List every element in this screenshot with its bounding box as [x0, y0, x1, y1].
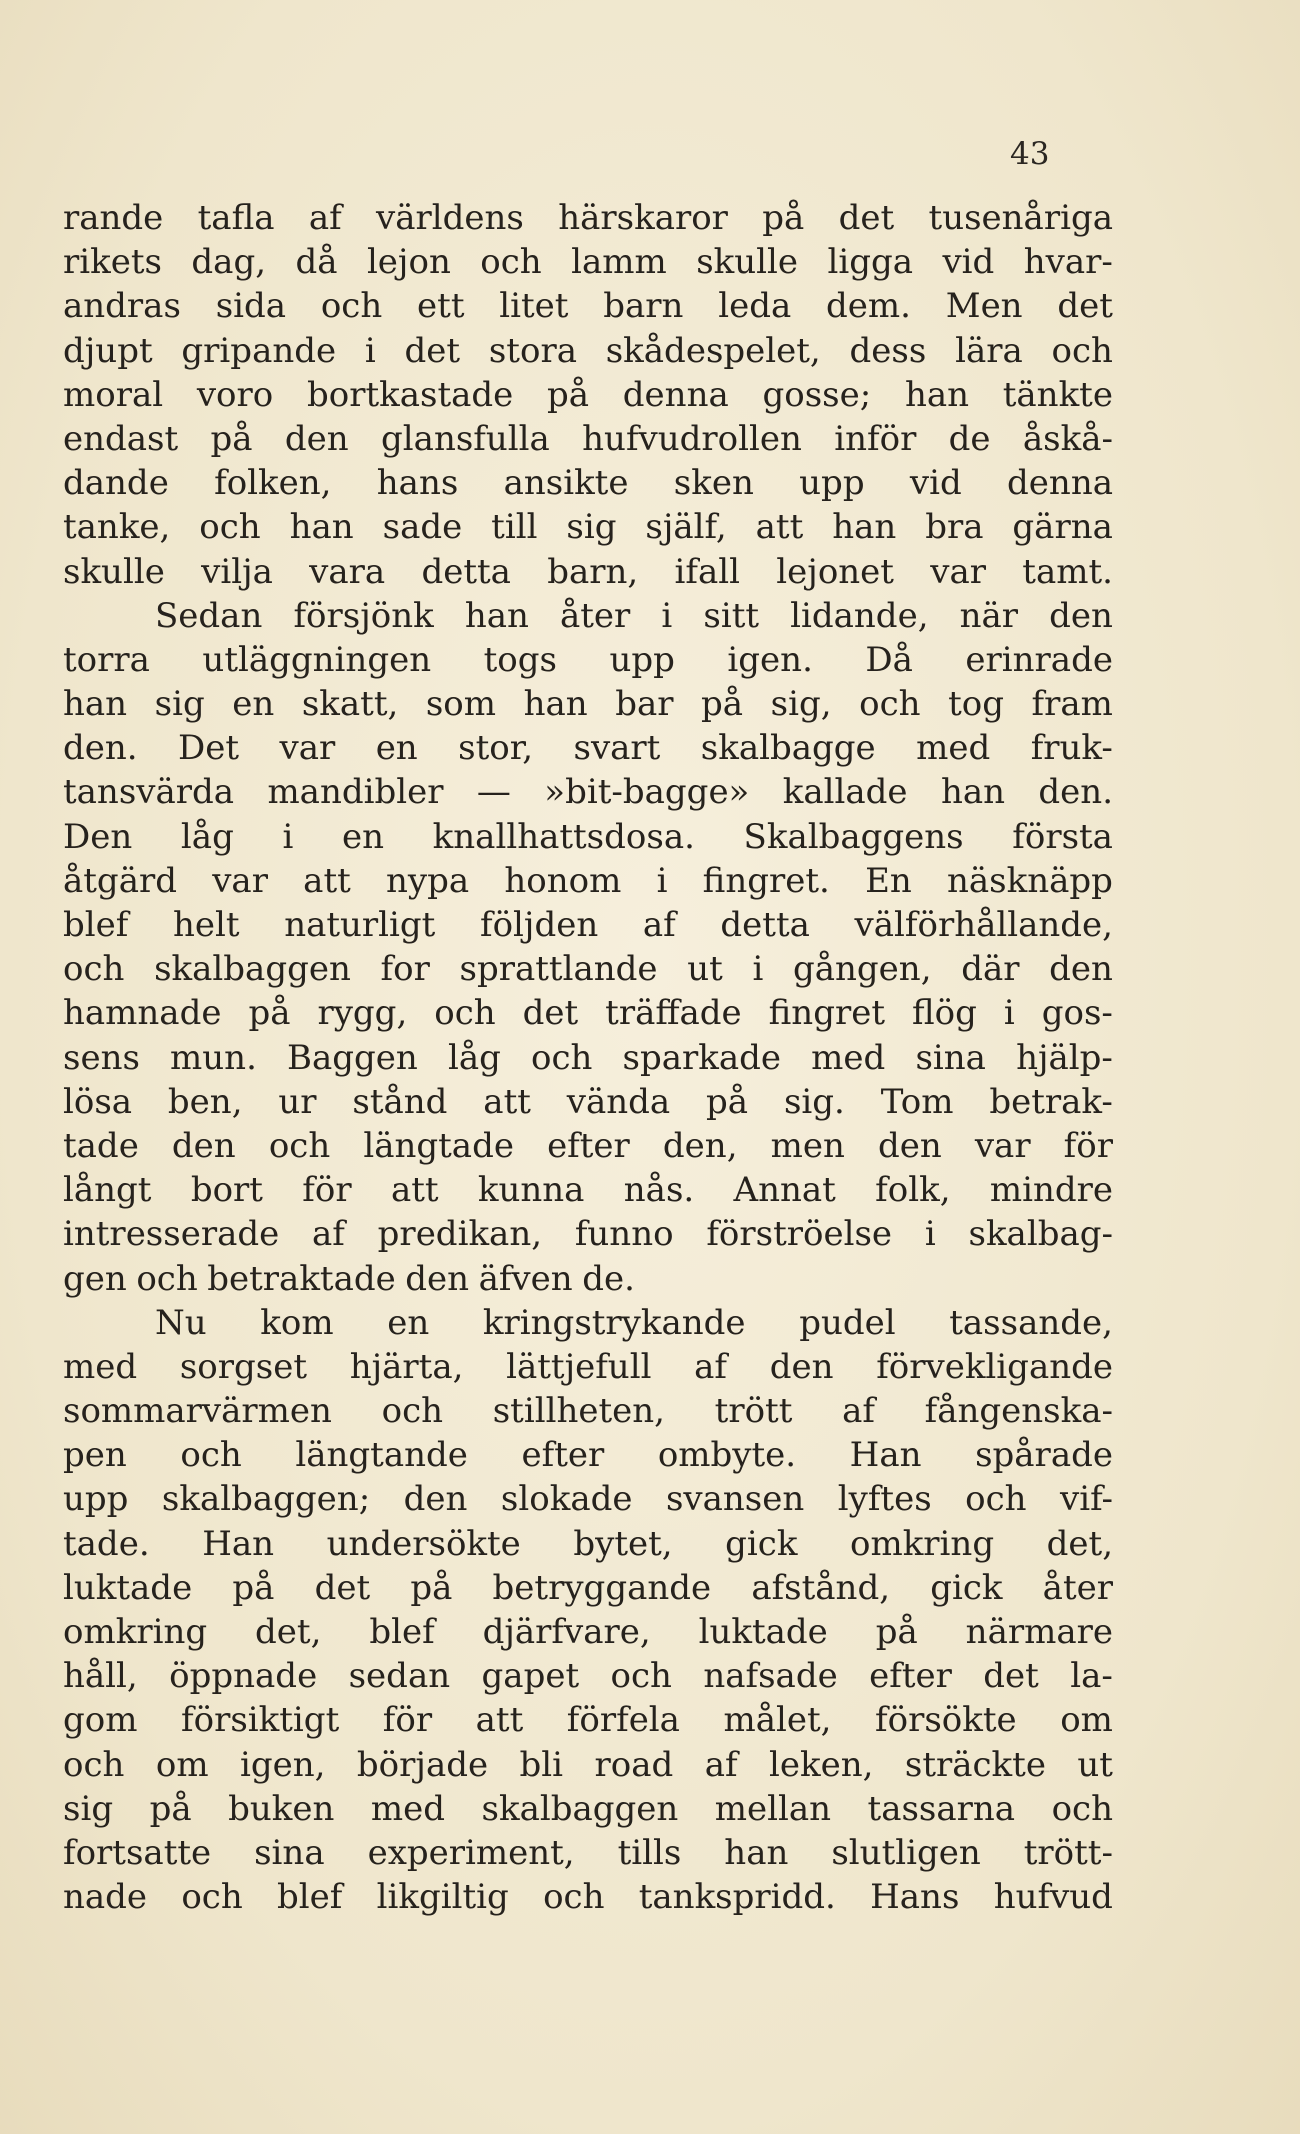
text-line: fortsatte sina experiment, tills han slutligen trött-: [63, 1832, 1113, 1873]
text-line: endast på den glansfulla hufvudrollen inför de åskå-: [63, 418, 1113, 459]
text-line: åtgärd var att nypa honom i fingret. En näsknäpp: [63, 860, 1113, 901]
text-line: moral voro bortkastade på denna gosse; han tänkte: [63, 374, 1113, 415]
text-line: och om igen, började bli road af leken, sträckte ut: [63, 1744, 1113, 1785]
text-line: Den låg i en knallhattsdosa. Skalbaggens första: [63, 816, 1113, 857]
text-line: hamnade på rygg, och det träffade fingret flög i gos-: [63, 993, 1113, 1034]
text-line: torra utläggningen togs upp igen. Då erinrade: [63, 639, 1113, 680]
text-line: andras sida och ett litet barn leda dem. Men det: [63, 286, 1113, 327]
text-line: gen och betraktade den äfven de.: [63, 1258, 635, 1299]
text-line: gom försiktigt för att förfela målet, försökte om: [63, 1700, 1113, 1741]
text-line: den. Det var en stor, svart skalbagge med fruk-: [63, 728, 1113, 769]
text-line: sig på buken med skalbaggen mellan tassarna och: [63, 1788, 1113, 1829]
text-line: luktade på det på betryggande afstånd, gick åter: [63, 1567, 1113, 1608]
text-line: tansvärda mandibler — »bit-bagge» kallade han den.: [63, 772, 1113, 813]
text-line: pen och längtande efter ombyte. Han spårade: [63, 1435, 1113, 1476]
text-line: rikets dag, då lejon och lamm skulle ligga vid hvar-: [63, 242, 1113, 283]
text-line: blef helt naturligt följden af detta välförhållande,: [63, 905, 1113, 945]
text-line: håll, öppnade sedan gapet och nafsade efter det la-: [63, 1656, 1113, 1697]
text-line: Nu kom en kringstrykande pudel tassande,: [155, 1302, 1113, 1343]
text-line: med sorgset hjärta, lättjefull af den förvekligande: [63, 1346, 1113, 1387]
text-line: djupt gripande i det stora skådespelet, dess lära och: [63, 330, 1113, 371]
text-line: tade. Han undersökte bytet, gick omkring det,: [63, 1523, 1113, 1564]
text-line: upp skalbaggen; den slokade svansen lyftes och vif-: [63, 1479, 1113, 1520]
text-line: lösa ben, ur stånd att vända på sig. Tom betrak-: [63, 1081, 1113, 1122]
text-line: sens mun. Baggen låg och sparkade med sina hjälp-: [63, 1037, 1113, 1078]
text-line: Sedan försjönk han åter i sitt lidande, när den: [155, 595, 1113, 636]
text-line: långt bort för att kunna nås. Annat folk, mindre: [63, 1170, 1113, 1211]
text-line: sommarvärmen och stillheten, trött af fångenska-: [63, 1391, 1113, 1432]
text-line: intresserade af predikan, funno förströelse i skalbag-: [63, 1214, 1113, 1255]
page-number: 43: [1010, 136, 1050, 172]
text-line: omkring det, blef djärfvare, luktade på närmare: [63, 1612, 1113, 1652]
text-line: dande folken, hans ansikte sken upp vid denna: [63, 463, 1113, 504]
text-line: och skalbaggen for sprattlande ut i gången, där den: [63, 949, 1113, 990]
text-line: nade och blef likgiltig och tankspridd. Hans hufvud: [63, 1877, 1113, 1918]
text-line: tanke, och han sade till sig själf, att han bra gärna: [63, 507, 1113, 548]
text-line: tade den och längtade efter den, men den var för: [63, 1125, 1113, 1166]
text-line: skulle vilja vara detta barn, ifall lejonet var tamt.: [63, 551, 1113, 592]
text-line: han sig en skatt, som han bar på sig, och tog fram: [63, 684, 1113, 725]
text-line: rande tafla af världens härskaror på det tusenåriga: [63, 198, 1113, 238]
body-text: [63, 196, 1113, 1919]
